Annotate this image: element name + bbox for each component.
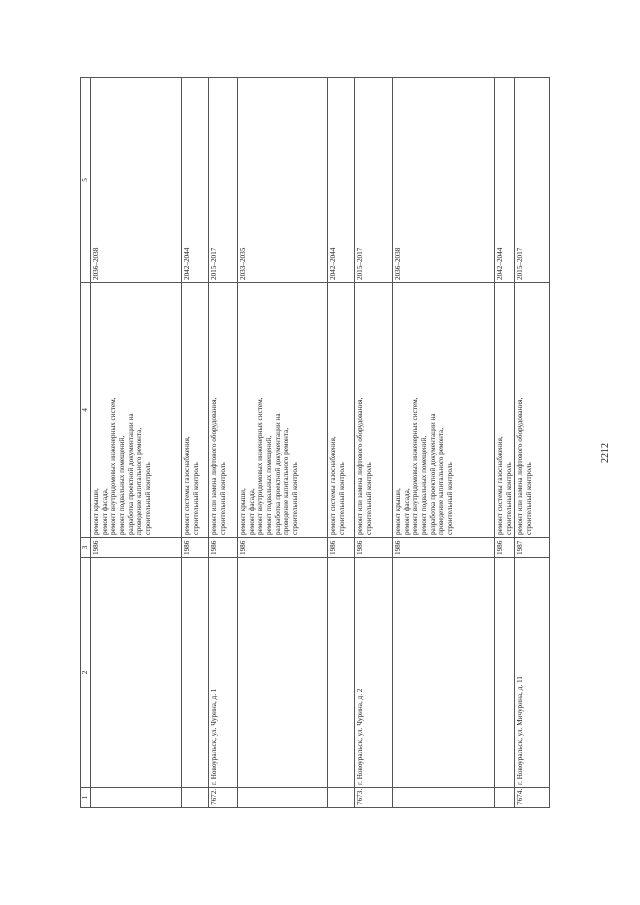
works-cell: ремонт крыши, ремонт фасада, ремонт внутридомовых инженерных систем, ремонт подвальных помещений, разработка проектной документации на проведение капитального ремонта, строительный контроль: [238, 283, 328, 538]
table-row: [209, 78, 238, 808]
year-cell: 1986: [238, 538, 328, 558]
year-cell: 1986: [209, 538, 238, 558]
row-number-cell: [238, 788, 328, 808]
row-number-cell: [495, 788, 515, 808]
row-number-cell: 7674.: [515, 788, 550, 808]
address-cell: [393, 558, 495, 788]
row-number-cell: 7672.: [209, 788, 238, 808]
year-cell: 1986: [495, 538, 515, 558]
address-cell: г. Новоуральск, ул. Мичурина, д. 11: [515, 558, 550, 788]
table-row: [355, 78, 393, 808]
works-cell: ремонт крыши, ремонт фасада, ремонт внутридомовых инженерных систем, ремонт подвальных помещений, разработка проектной документации на проведение капитального ремонта, строительный контроль: [91, 283, 182, 538]
address-cell: [182, 558, 209, 788]
period-cell: 2042–2044: [495, 78, 515, 283]
works-cell: ремонт системы газоснабжения, строительный контроль: [328, 283, 355, 538]
works-cell: ремонт системы газоснабжения, строительный контроль: [182, 283, 209, 538]
repair-schedule-table: [80, 77, 550, 808]
period-cell: 2033–2035: [238, 78, 328, 283]
works-cell: ремонт системы газоснабжения, строительный контроль: [495, 283, 515, 538]
works-cell: ремонт крыши, ремонт фасада, ремонт внутридомовых инженерных систем, ремонт подвальных помещений, разработка проектной документации на проведение капитального ремонта, строительный контроль: [393, 283, 495, 538]
table-row: [495, 78, 515, 808]
address-cell: г. Новоуральск, ул. Чурина, д. 1: [209, 558, 238, 788]
page-number: 2212: [600, 443, 611, 463]
table-row: [328, 78, 355, 808]
table-row: [515, 78, 550, 808]
column-number-row: [81, 78, 91, 808]
table-row: [182, 78, 209, 808]
table-row: [393, 78, 495, 808]
column-header: 3: [81, 538, 91, 558]
works-cell: ремонт или замена лифтового оборудования, строительный контроль: [355, 283, 393, 538]
column-header: 1: [81, 788, 91, 808]
period-cell: 2042–2044: [328, 78, 355, 283]
year-cell: 1986: [393, 538, 495, 558]
period-cell: 2036–2038: [393, 78, 495, 283]
year-cell: 1986: [182, 538, 209, 558]
period-cell: 2015–2017: [209, 78, 238, 283]
row-number-cell: [393, 788, 495, 808]
address-cell: [91, 558, 182, 788]
works-cell: ремонт или замена лифтового оборудования, строительный контроль: [515, 283, 550, 538]
column-header: 2: [81, 558, 91, 788]
year-cell: 1986: [355, 538, 393, 558]
table-row: [238, 78, 328, 808]
year-cell: 1986: [328, 538, 355, 558]
period-cell: 2036–2038: [91, 78, 182, 283]
table-row: [91, 78, 182, 808]
address-cell: [328, 558, 355, 788]
address-cell: [495, 558, 515, 788]
column-header: 4: [81, 283, 91, 538]
year-cell: 1987: [515, 538, 550, 558]
period-cell: 2015–2017: [515, 78, 550, 283]
address-cell: [238, 558, 328, 788]
row-number-cell: [182, 788, 209, 808]
row-number-cell: [328, 788, 355, 808]
column-header: 5: [81, 78, 91, 283]
period-cell: 2015–2017: [355, 78, 393, 283]
row-number-cell: 7673.: [355, 788, 393, 808]
row-number-cell: [91, 788, 182, 808]
works-cell: ремонт или замена лифтового оборудования, строительный контроль: [209, 283, 238, 538]
year-cell: 1986: [91, 538, 182, 558]
rotated-table-container: [80, 78, 540, 808]
address-cell: г. Новоуральск, ул. Чурина, д. 2: [355, 558, 393, 788]
period-cell: 2042–2044: [182, 78, 209, 283]
